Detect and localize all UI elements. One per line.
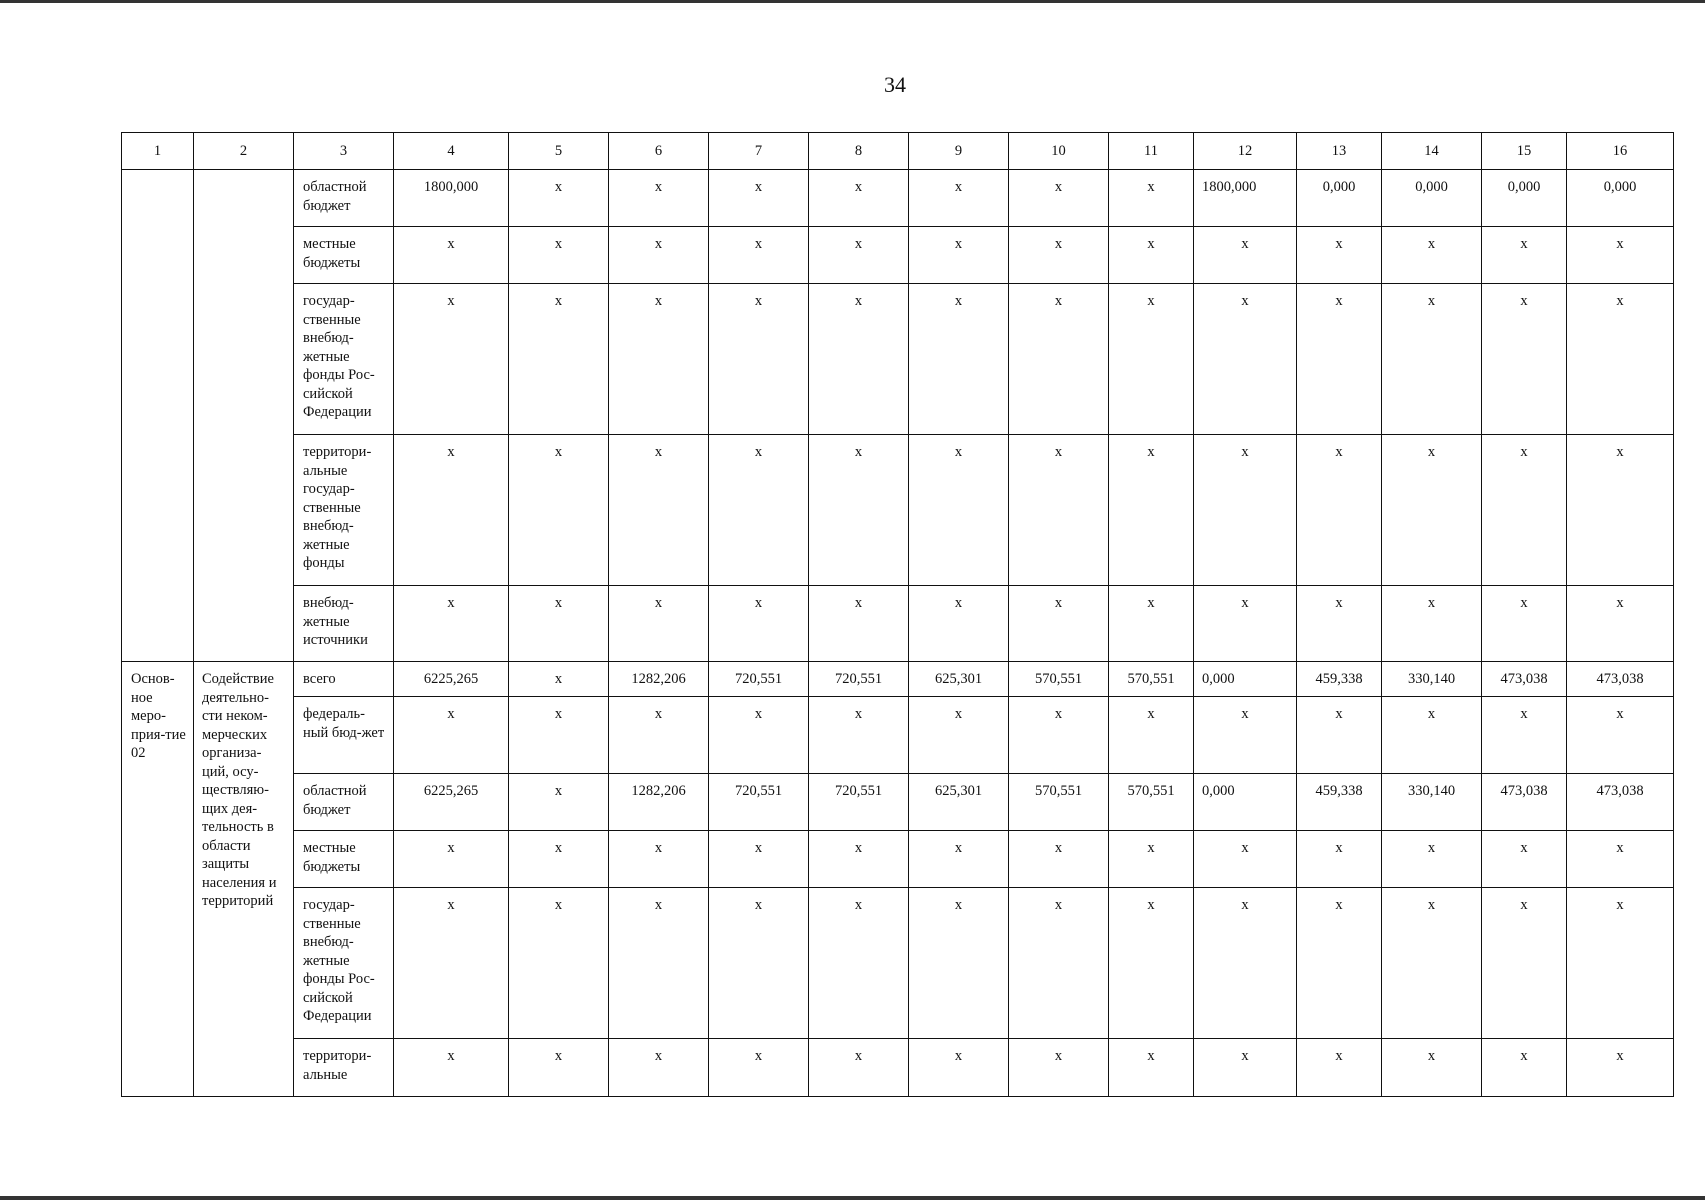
- funding-source-label: внебюд-жетные источники: [294, 586, 394, 662]
- column-header-12: 12: [1194, 133, 1297, 170]
- value-cell-col-13: х: [1297, 586, 1382, 662]
- value-cell-col-12: 0,000: [1194, 662, 1297, 697]
- value-cell-col-14: х: [1382, 888, 1482, 1039]
- value-cell-col-5: х: [509, 435, 609, 586]
- value-cell-col-12: х: [1194, 586, 1297, 662]
- value-cell-col-15: х: [1482, 831, 1567, 888]
- table-row: [122, 662, 1674, 697]
- value-cell-col-5: х: [509, 170, 609, 227]
- value-cell-col-8: х: [809, 1039, 909, 1097]
- value-cell-col-14: х: [1382, 697, 1482, 774]
- column-header-11: 11: [1109, 133, 1194, 170]
- column-header-6: 6: [609, 133, 709, 170]
- value-cell-col-12: х: [1194, 888, 1297, 1039]
- value-cell-col-10: 570,551: [1009, 774, 1109, 831]
- value-cell-col-10: х: [1009, 697, 1109, 774]
- table-row: [122, 888, 1674, 1039]
- value-cell-col-6: х: [609, 888, 709, 1039]
- value-cell-col-16: х: [1567, 831, 1674, 888]
- column-header-5: 5: [509, 133, 609, 170]
- value-cell-col-8: 720,551: [809, 774, 909, 831]
- value-cell-col-15: х: [1482, 888, 1567, 1039]
- value-cell-col-5: х: [509, 284, 609, 435]
- table-row: [122, 170, 1674, 227]
- value-cell-col-14: 0,000: [1382, 170, 1482, 227]
- value-cell-col-8: х: [809, 697, 909, 774]
- value-cell-col-14: х: [1382, 284, 1482, 435]
- value-cell-col-6: х: [609, 435, 709, 586]
- value-cell-col-13: х: [1297, 284, 1382, 435]
- value-cell-col-11: х: [1109, 284, 1194, 435]
- value-cell-col-5: х: [509, 227, 609, 284]
- table-row: [122, 227, 1674, 284]
- value-cell-col-16: 0,000: [1567, 170, 1674, 227]
- value-cell-col-11: х: [1109, 888, 1194, 1039]
- column-header-2: 2: [194, 133, 294, 170]
- value-cell-col-12: х: [1194, 697, 1297, 774]
- funding-source-label: государ-ственные внебюд-жетные фонды Рос-сийской Федерации: [294, 284, 394, 435]
- column-header-13: 13: [1297, 133, 1382, 170]
- value-cell-col-7: х: [709, 831, 809, 888]
- table-row: [122, 586, 1674, 662]
- value-cell-col-10: х: [1009, 284, 1109, 435]
- column-header-7: 7: [709, 133, 809, 170]
- value-cell-col-5: х: [509, 1039, 609, 1097]
- funding-source-label: местные бюджеты: [294, 227, 394, 284]
- column-header-16: 16: [1567, 133, 1674, 170]
- value-cell-col-9: х: [909, 227, 1009, 284]
- value-cell-col-9: х: [909, 888, 1009, 1039]
- value-cell-col-4: х: [394, 284, 509, 435]
- value-cell-col-12: х: [1194, 831, 1297, 888]
- column-header-8: 8: [809, 133, 909, 170]
- table-row: [122, 697, 1674, 774]
- value-cell-col-14: 330,140: [1382, 662, 1482, 697]
- value-cell-col-12: х: [1194, 1039, 1297, 1097]
- event-id-cell: Основ-ное меро-прия-тие 02: [122, 662, 194, 1097]
- value-cell-col-12: х: [1194, 435, 1297, 586]
- value-cell-col-9: х: [909, 170, 1009, 227]
- funding-source-label: областной бюджет: [294, 774, 394, 831]
- value-cell-col-11: х: [1109, 1039, 1194, 1097]
- value-cell-col-4: х: [394, 1039, 509, 1097]
- table-row: [122, 1039, 1674, 1097]
- value-cell-col-9: х: [909, 697, 1009, 774]
- value-cell-col-7: х: [709, 1039, 809, 1097]
- value-cell-col-7: х: [709, 586, 809, 662]
- value-cell-col-15: х: [1482, 284, 1567, 435]
- value-cell-col-4: х: [394, 586, 509, 662]
- value-cell-col-16: х: [1567, 586, 1674, 662]
- event-id-cell: [122, 170, 194, 662]
- value-cell-col-13: х: [1297, 227, 1382, 284]
- value-cell-col-16: х: [1567, 888, 1674, 1039]
- value-cell-col-7: 720,551: [709, 662, 809, 697]
- value-cell-col-14: 330,140: [1382, 774, 1482, 831]
- value-cell-col-8: х: [809, 170, 909, 227]
- value-cell-col-16: х: [1567, 284, 1674, 435]
- value-cell-col-8: х: [809, 831, 909, 888]
- table-row: [122, 831, 1674, 888]
- value-cell-col-13: 459,338: [1297, 774, 1382, 831]
- value-cell-col-9: 625,301: [909, 662, 1009, 697]
- value-cell-col-5: х: [509, 888, 609, 1039]
- value-cell-col-4: х: [394, 227, 509, 284]
- value-cell-col-8: х: [809, 888, 909, 1039]
- event-name-cell: [194, 170, 294, 662]
- value-cell-col-12: х: [1194, 284, 1297, 435]
- value-cell-col-15: 473,038: [1482, 662, 1567, 697]
- value-cell-col-10: х: [1009, 435, 1109, 586]
- value-cell-col-8: х: [809, 227, 909, 284]
- value-cell-col-13: 459,338: [1297, 662, 1382, 697]
- value-cell-col-7: х: [709, 888, 809, 1039]
- column-header-10: 10: [1009, 133, 1109, 170]
- value-cell-col-7: х: [709, 284, 809, 435]
- value-cell-col-10: х: [1009, 586, 1109, 662]
- value-cell-col-10: х: [1009, 888, 1109, 1039]
- page-top-border: [0, 0, 1705, 3]
- column-header-1: 1: [122, 133, 194, 170]
- value-cell-col-6: х: [609, 284, 709, 435]
- header-row: [122, 133, 1674, 170]
- value-cell-col-16: х: [1567, 435, 1674, 586]
- table-row: [122, 284, 1674, 435]
- value-cell-col-15: х: [1482, 586, 1567, 662]
- value-cell-col-7: х: [709, 170, 809, 227]
- value-cell-col-7: х: [709, 697, 809, 774]
- value-cell-col-16: 473,038: [1567, 774, 1674, 831]
- value-cell-col-5: х: [509, 774, 609, 831]
- value-cell-col-12: 1800,000: [1194, 170, 1297, 227]
- value-cell-col-16: х: [1567, 697, 1674, 774]
- value-cell-col-5: х: [509, 697, 609, 774]
- value-cell-col-7: 720,551: [709, 774, 809, 831]
- budget-table: [121, 132, 1674, 1097]
- value-cell-col-4: 1800,000: [394, 170, 509, 227]
- value-cell-col-11: х: [1109, 227, 1194, 284]
- table-body: [122, 133, 1674, 1097]
- value-cell-col-6: х: [609, 697, 709, 774]
- value-cell-col-13: х: [1297, 1039, 1382, 1097]
- funding-source-label: государ-ственные внебюд-жетные фонды Рос-сийской Федерации: [294, 888, 394, 1039]
- value-cell-col-13: х: [1297, 888, 1382, 1039]
- page-bottom-border: [0, 1196, 1705, 1200]
- value-cell-col-10: х: [1009, 227, 1109, 284]
- value-cell-col-9: х: [909, 435, 1009, 586]
- value-cell-col-9: х: [909, 1039, 1009, 1097]
- value-cell-col-10: 570,551: [1009, 662, 1109, 697]
- funding-source-label: местные бюджеты: [294, 831, 394, 888]
- value-cell-col-7: х: [709, 435, 809, 586]
- value-cell-col-8: х: [809, 435, 909, 586]
- funding-source-label: территори-альные: [294, 1039, 394, 1097]
- value-cell-col-5: х: [509, 586, 609, 662]
- value-cell-col-7: х: [709, 227, 809, 284]
- value-cell-col-11: х: [1109, 697, 1194, 774]
- value-cell-col-10: х: [1009, 170, 1109, 227]
- value-cell-col-12: х: [1194, 227, 1297, 284]
- value-cell-col-8: х: [809, 284, 909, 435]
- value-cell-col-4: х: [394, 831, 509, 888]
- value-cell-col-4: 6225,265: [394, 662, 509, 697]
- value-cell-col-11: х: [1109, 435, 1194, 586]
- value-cell-col-8: 720,551: [809, 662, 909, 697]
- value-cell-col-6: х: [609, 170, 709, 227]
- funding-source-label: территори-альные государ-ственные внебюд-жетные фонды: [294, 435, 394, 586]
- value-cell-col-14: х: [1382, 435, 1482, 586]
- value-cell-col-11: х: [1109, 170, 1194, 227]
- value-cell-col-11: 570,551: [1109, 774, 1194, 831]
- value-cell-col-13: х: [1297, 697, 1382, 774]
- value-cell-col-14: х: [1382, 1039, 1482, 1097]
- value-cell-col-16: х: [1567, 1039, 1674, 1097]
- funding-source-label: всего: [294, 662, 394, 697]
- column-header-3: 3: [294, 133, 394, 170]
- value-cell-col-15: 0,000: [1482, 170, 1567, 227]
- value-cell-col-6: 1282,206: [609, 774, 709, 831]
- value-cell-col-9: х: [909, 586, 1009, 662]
- column-header-9: 9: [909, 133, 1009, 170]
- value-cell-col-6: х: [609, 586, 709, 662]
- value-cell-col-6: 1282,206: [609, 662, 709, 697]
- value-cell-col-11: х: [1109, 831, 1194, 888]
- value-cell-col-8: х: [809, 586, 909, 662]
- funding-source-label: федераль-ный бюд-жет: [294, 697, 394, 774]
- value-cell-col-14: х: [1382, 586, 1482, 662]
- value-cell-col-14: х: [1382, 831, 1482, 888]
- column-header-14: 14: [1382, 133, 1482, 170]
- page-number: 34: [884, 72, 906, 97]
- value-cell-col-9: х: [909, 831, 1009, 888]
- value-cell-col-15: х: [1482, 435, 1567, 586]
- value-cell-col-15: х: [1482, 1039, 1567, 1097]
- value-cell-col-11: х: [1109, 586, 1194, 662]
- value-cell-col-6: х: [609, 227, 709, 284]
- funding-source-label: областной бюджет: [294, 170, 394, 227]
- column-header-4: 4: [394, 133, 509, 170]
- value-cell-col-13: х: [1297, 435, 1382, 586]
- value-cell-col-13: х: [1297, 831, 1382, 888]
- value-cell-col-12: 0,000: [1194, 774, 1297, 831]
- value-cell-col-14: х: [1382, 227, 1482, 284]
- value-cell-col-9: 625,301: [909, 774, 1009, 831]
- value-cell-col-11: 570,551: [1109, 662, 1194, 697]
- value-cell-col-5: х: [509, 831, 609, 888]
- value-cell-col-6: х: [609, 1039, 709, 1097]
- value-cell-col-10: х: [1009, 1039, 1109, 1097]
- value-cell-col-5: х: [509, 662, 609, 697]
- value-cell-col-9: х: [909, 284, 1009, 435]
- value-cell-col-15: 473,038: [1482, 774, 1567, 831]
- value-cell-col-4: х: [394, 435, 509, 586]
- value-cell-col-13: 0,000: [1297, 170, 1382, 227]
- value-cell-col-16: х: [1567, 227, 1674, 284]
- table-row: [122, 435, 1674, 586]
- value-cell-col-15: х: [1482, 227, 1567, 284]
- value-cell-col-4: х: [394, 697, 509, 774]
- value-cell-col-4: 6225,265: [394, 774, 509, 831]
- value-cell-col-10: х: [1009, 831, 1109, 888]
- value-cell-col-4: х: [394, 888, 509, 1039]
- event-name-cell: Содействие деятельно-сти неком-мерческих организа-ций, осу-ществляю-щих дея-тельность в области защиты населения и территорий: [194, 662, 294, 1097]
- value-cell-col-16: 473,038: [1567, 662, 1674, 697]
- value-cell-col-6: х: [609, 831, 709, 888]
- table-row: [122, 774, 1674, 831]
- value-cell-col-15: х: [1482, 697, 1567, 774]
- column-header-15: 15: [1482, 133, 1567, 170]
